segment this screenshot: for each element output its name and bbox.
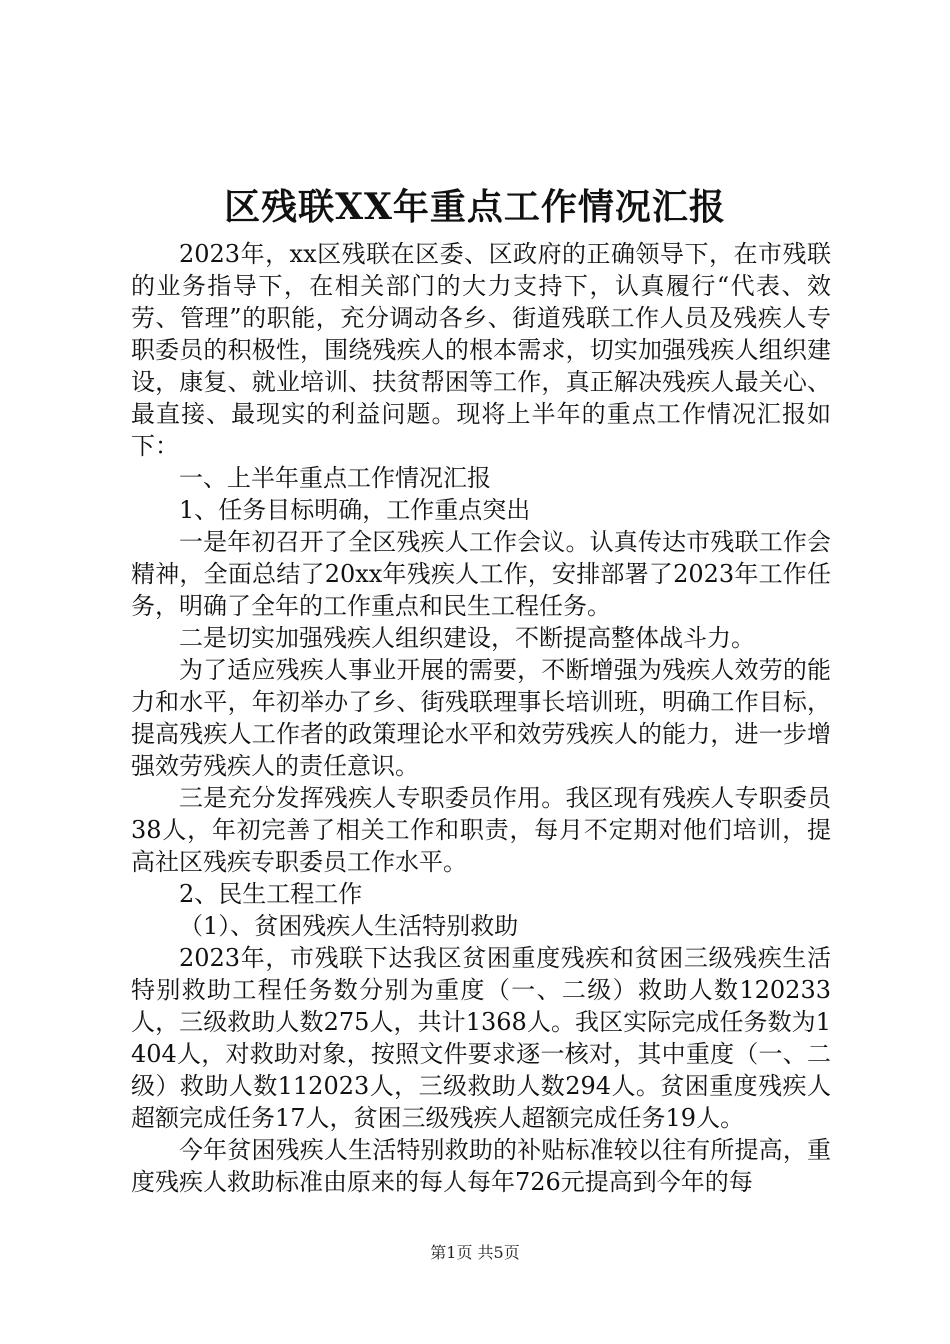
paragraph: 二是切实加强残疾人组织建设，不断提高整体战斗力。 [179, 624, 755, 652]
document-body [131, 238, 831, 1198]
paragraph: 2023年，市残联下达我区贫困重度残疾和贫困三级残疾生活特别救助工程任务数分别为重度（一、二级）救助人数120233人，三级救助人数275人，共计1368人。我区实际完成任务数为1404人，对救助对象，按照文件要求逐一核对，其中重度（一、二级）救助人数112023人，三级救助人数294人。贫困重度残疾人超额完成任务17人，贫困三级残疾人超额完成任务19人。 [131, 944, 831, 1132]
paragraph: 为了适应残疾人事业开展的需要，不断增强为残疾人效劳的能力和水平，年初举办了乡、街残联理事长培训班，明确工作目标，提高残疾人工作者的政策理论水平和效劳残疾人的能力，进一步增强效劳残疾人的责任意识。 [131, 656, 831, 780]
paragraph: 三是充分发挥残疾人专职委员作用。我区现有残疾人专职委员38人，年初完善了相关工作和职责，每月不定期对他们培训，提高社区残疾专职委员工作水平。 [131, 784, 831, 876]
document-title: 区残联XX年重点工作情况汇报 [224, 186, 726, 228]
heading-section-1: 一、上半年重点工作情况汇报 [179, 464, 491, 492]
page-footer: 第1页 共5页 [430, 1243, 520, 1262]
paragraph-intro: 2023年，xx区残联在区委、区政府的正确领导下，在市残联的业务指导下，在相关部门的大力支持下，认真履行“代表、效劳、管理”的职能，充分调动各乡、街道残联工作人员及残疾人专职委员的积极性，围绕残疾人的根本需求，切实加强残疾人组织建设，康复、就业培训、扶贫帮困等工作，真正解决残疾人最关心、最直接、最现实的利益问题。现将上半年的重点工作情况汇报如下： [131, 240, 831, 460]
paragraph: 一是年初召开了全区残疾人工作会议。认真传达市残联工作会精神，全面总结了20xx年残疾人工作，安排部署了2023年工作任务，明确了全年的工作重点和民生工程任务。 [131, 528, 831, 620]
heading-subsection-1: 1、任务目标明确，工作重点突出 [179, 496, 531, 524]
heading-item-1: （1）、贫困残疾人生活特别救助 [179, 912, 519, 940]
paragraph: 今年贫困残疾人生活特别救助的补贴标准较以往有所提高，重度残疾人救助标准由原来的每人每年726元提高到今年的每 [131, 1136, 831, 1196]
heading-subsection-2: 2、民生工程工作 [179, 880, 363, 908]
